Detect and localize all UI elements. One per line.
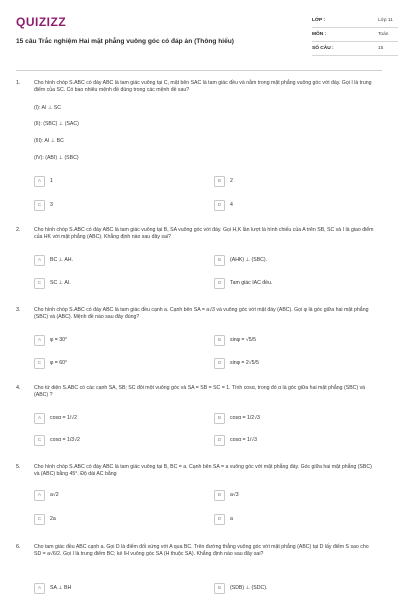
option-letter: B (214, 176, 225, 187)
option-a[interactable] (34, 583, 212, 595)
option-text: a√2 (50, 492, 59, 498)
header-divider (16, 70, 382, 71)
option-d[interactable] (214, 514, 392, 526)
option-c[interactable] (34, 435, 212, 447)
page-title: 15 câu Trắc nghiệm Hai mặt phẳng vuông góc có đáp án (Thông hiểu) (16, 38, 234, 45)
option-text: a (230, 516, 233, 522)
option-text: 3 (50, 202, 53, 208)
option-text: φ = 30° (50, 337, 68, 343)
option-letter: B (214, 335, 225, 346)
option-letter: B (214, 583, 225, 594)
option-a[interactable] (34, 490, 212, 502)
option-c[interactable] (34, 200, 212, 212)
option-text: (AHK) ⊥ (SBC). (230, 257, 268, 263)
meta-label: SỐ CÂU : (312, 46, 334, 51)
option-letter: D (214, 278, 225, 289)
option-b[interactable] (214, 335, 392, 347)
option-b[interactable] (214, 583, 392, 595)
quizizz-logo: QUIZIZZ (16, 15, 67, 29)
option-b[interactable] (214, 255, 392, 267)
option-letter: C (34, 278, 45, 289)
option-text: 2a (50, 516, 56, 522)
header (16, 8, 393, 74)
option-text: a√3 (230, 492, 239, 498)
meta-value: Toán (378, 32, 389, 37)
option-c[interactable] (34, 358, 212, 370)
option-letter: A (34, 490, 45, 501)
meta-label: MÔN : (312, 32, 327, 37)
statement: (III): AI ⊥ BC (34, 138, 64, 144)
option-letter: A (34, 255, 45, 266)
option-letter: D (214, 200, 225, 211)
option-b[interactable] (214, 176, 392, 188)
option-b[interactable] (214, 413, 392, 425)
question-number: 6. (16, 544, 21, 550)
option-a[interactable] (34, 413, 212, 425)
question-text: Cho hình chóp S.ABC có đáy ABC là tam giác vuông tại C, mặt bên SAC là tam giác đều và nằm trong mặt phẳng vuông góc với đáy. Gọi I là trung điểm của SC. Có bao nhiêu mệnh đề đúng trong các mệnh đề sau? (34, 80, 372, 94)
meta-value: 15 (378, 46, 384, 51)
option-text: sinφ = √5/5 (230, 337, 256, 343)
option-c[interactable] (34, 514, 212, 526)
option-text: 2 (230, 178, 233, 184)
meta-row-class (312, 14, 398, 28)
option-text: SA ⊥ BH (50, 585, 72, 591)
option-a[interactable] (34, 255, 212, 267)
question-text: Cho hình chóp S.ABC có đáy ABC là tam giác vuông tại B, SA vuông góc với đáy. Gọi H,K lần lượt là hình chiếu của A trên SB, SC và I là giao điểm của HK với mặt phẳng (ABC). Khẳng định nào sau đây sai? (34, 227, 374, 241)
option-text: BC ⊥ AH. (50, 257, 73, 263)
option-letter: B (214, 413, 225, 424)
option-letter: A (34, 176, 45, 187)
meta-table (312, 14, 398, 56)
option-text: SC ⊥ AI. (50, 280, 71, 286)
question-text: Cho hình chóp S.ABC có đáy ABC là tam giác vuông tại B, BC = a. Cạnh bên SA = a vuông góc với mặt phẳng đáy. Góc giữa hai mặt phẳng (SBC) và (ABC) bằng 45°. Độ dài AC bằng (34, 464, 372, 478)
question-text: Cho hình chóp S.ABC có đáy ABC là tam giác đều cạnh a. Cạnh bên SA = a√3 và vuông góc với mặt đáy (ABC). Gọi φ là góc giữa hai mặt phẳng (SBC) và (ABC). Mệnh đề nào sau đây đúng? (34, 307, 369, 321)
option-c[interactable] (34, 278, 212, 290)
question-number: 5. (16, 464, 21, 470)
option-a[interactable] (34, 335, 212, 347)
option-b[interactable] (214, 490, 392, 502)
question-number: 2. (16, 227, 21, 233)
option-text: 1 (50, 178, 53, 184)
option-d[interactable] (214, 200, 392, 212)
option-letter: B (214, 255, 225, 266)
option-text: sinφ = 2√5/5 (230, 360, 259, 366)
meta-label: LỚP : (312, 18, 326, 23)
option-text: 4 (230, 202, 233, 208)
option-d[interactable] (214, 435, 392, 447)
question-number: 3. (16, 307, 21, 313)
option-letter: A (34, 583, 45, 594)
statement: (IV): (ABI) ⊥ (SBC) (34, 155, 79, 161)
option-text: cosα = 1/√3 (230, 437, 258, 443)
option-letter: B (214, 490, 225, 501)
option-letter: D (214, 435, 225, 446)
question-text: Cho tam giác đều ABC cạnh a. Gọi D là điểm đối xứng với A qua BC. Trên đường thẳng vuông góc với mặt phẳng (ABC) tại D lấy điểm S sao cho SD = a√6/2. Gọi I là trung điểm BC; kẻ IH vuông góc SA (H thuộc SA). Khẳng định nào sau đây sai? (34, 544, 369, 558)
question-text: Cho tứ diện S.ABC có các cạnh SA, SB; SC đôi một vuông góc và SA = SB = SC = 1. Tính cosα, trong đó α là góc giữa hai mặt phẳng (SBC) và (ABC) ? (34, 385, 366, 399)
meta-value: Lớp 11 (378, 18, 393, 23)
option-a[interactable] (34, 176, 212, 188)
option-letter: C (34, 200, 45, 211)
option-letter: D (214, 514, 225, 525)
question-number: 1. (16, 80, 21, 86)
option-letter: D (214, 358, 225, 369)
option-text: cosα = 1/√2 (50, 415, 78, 421)
option-d[interactable] (214, 358, 392, 370)
meta-row-subject (312, 28, 398, 42)
statement: (I): AI ⊥ SC (34, 105, 62, 111)
option-text: φ = 60° (50, 360, 68, 366)
statement: (II): (SBC) ⊥ (SAC) (34, 121, 79, 127)
option-text: (SDB) ⊥ (SDC). (230, 585, 268, 591)
option-letter: A (34, 413, 45, 424)
option-letter: C (34, 435, 45, 446)
option-letter: C (34, 358, 45, 369)
option-text: cosα = 1/3√2 (50, 437, 80, 443)
option-d[interactable] (214, 278, 392, 290)
question-number: 4. (16, 385, 21, 391)
meta-row-count (312, 42, 398, 56)
option-text: Tam giác IAC đều. (230, 280, 273, 286)
option-letter: C (34, 514, 45, 525)
option-letter: A (34, 335, 45, 346)
option-text: cosα = 1/2√3 (230, 415, 260, 421)
